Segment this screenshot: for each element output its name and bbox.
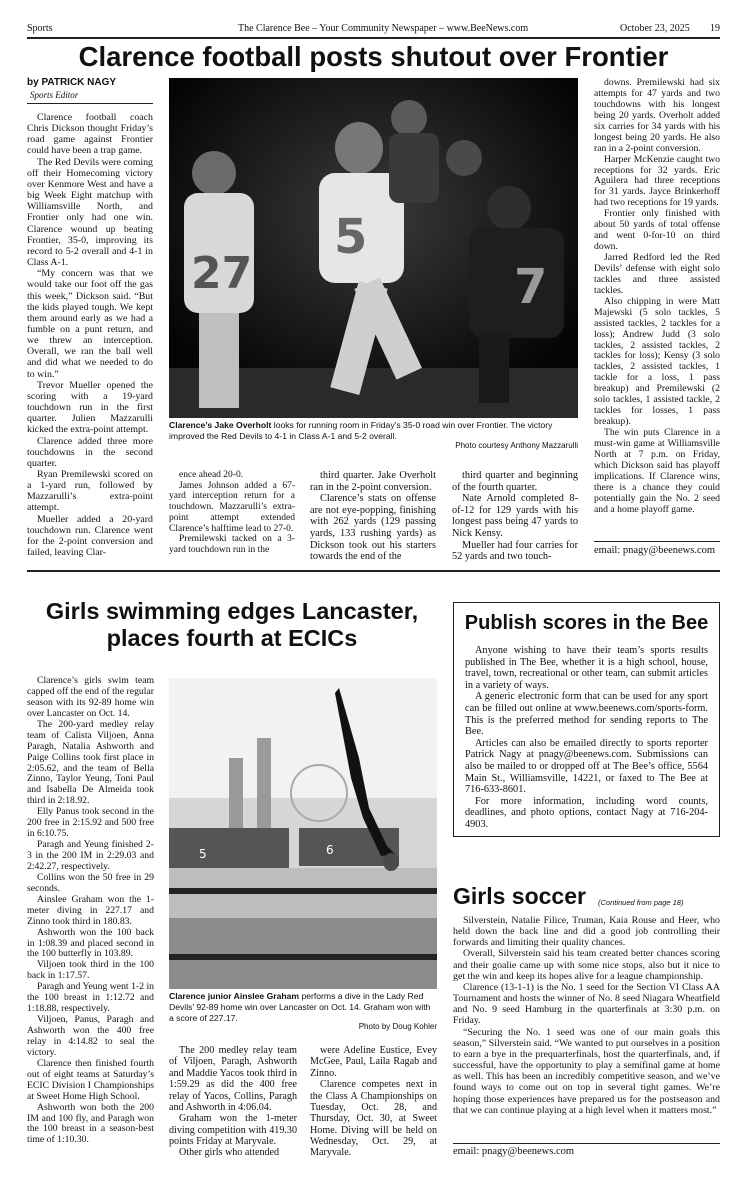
- soccer-email-rule: [453, 1143, 720, 1144]
- masthead: The Clarence Bee – Your Community Newspaper – www.BeeNews.com: [238, 23, 529, 34]
- publish-scores-box: [453, 602, 720, 837]
- paragraph: Paragh and Yeung finished 2-3 in the 200 IM in 2:29.03 and 2:42.27, respectively.: [27, 839, 154, 872]
- football-column-3: [310, 470, 436, 563]
- diver-pool-image: [169, 678, 437, 989]
- paragraph: Clarence then finished fourth out of eight teams at Saturday’s ECIC Division I Championships at Sweet Home High School.: [27, 1057, 154, 1102]
- paragraph: Clarence (13-1-1) is the No. 1 seed for the Section VI Class AA Tournament and hosts the winner of No. 8 seed Niagara Wheatfield and No. 9 seed Hamburg in the quarterfinals at 3:30 p.m. on Friday.: [453, 981, 720, 1027]
- paragraph: Mueller added a 20-yard touchdown run. Clarence went for the 2-point conversion and failed, leaving Clar-: [27, 513, 153, 559]
- football-column-1: [27, 112, 153, 558]
- paragraph: Mueller had four carries for 52 yards and two touch-: [452, 539, 578, 563]
- paragraph: Ashworth won the 100 back in 1:08.39 and placed second in the 100 butterfly in 103.89.: [27, 926, 154, 960]
- issue-date: October 23, 2025: [620, 23, 690, 34]
- paragraph: “My concern was that we would take our foot off the gas this week,” Dickson said. “But the kids played tough. We kept them around early as we had a fumble on a punt return, and we threw an interception. Overall, we ran the ball well and did what we needed to do to win.”: [27, 268, 153, 380]
- paragraph: Clarence competes next in the Class A Championships on Tuesday, Oct. 28, and Thursday, Oct. 30, at Sweet Home. Diving will be held on Wednesday, Oct. 29, at Maryvale.: [310, 1079, 437, 1159]
- svg-text:6: 6: [326, 843, 334, 857]
- paragraph: Ainslee Graham won the 1-meter diving in 227.17 and Zinno took third in 180.83.: [27, 893, 154, 927]
- paragraph: were Adeline Eustice, Evey McGee, Paul, Laila Ragab and Zinno.: [310, 1045, 437, 1079]
- paragraph: Collins won the 50 free in 29 seconds.: [27, 871, 154, 894]
- caption-name: Clarence’s Jake Overholt: [169, 420, 272, 430]
- swimming-column-1: [27, 676, 154, 1146]
- svg-text:7: 7: [514, 259, 548, 315]
- swimming-headline-line2: places fourth at ECICs: [106, 625, 358, 651]
- paragraph: Silverstein, Natalie Filice, Truman, Kaia Rouse and Heer, who held down the back line and did a good job controlling their forwards and limiting their quality chances.: [453, 915, 720, 949]
- swim-caption-name: Clarence junior Ainslee Graham: [169, 991, 300, 1001]
- paragraph: The 200-yard medley relay team of Calista Viljoen, Anna Paragh, Natalia Ashworth and Paige Collins took first place in 2:05.62, and the team of Bella Zinno, Taylor Yeung, Toni Paul and Isabella De Almeida took third in 2:18.92.: [27, 718, 154, 807]
- paragraph: James Johnson added a 67-yard interception return for a touchdown. Mazzarulli’s extra-point attempt extended Clarence’s halftime lead to 27-0.: [169, 480, 295, 534]
- paragraph: Elly Panus took second in the 200 free in 2:15.92 and 500 free in 6:10.75.: [27, 806, 154, 840]
- paragraph: The 200 medley relay team of Viljoen, Paragh, Ashworth and Maddie Yacos took third in 1:59.29 as did the 400 free relay of Yacos, Collins, Paragh and Ashworth in 4:06.04.: [169, 1045, 297, 1113]
- paragraph: Nate Arnold completed 8-of-12 for 129 yards with his longest pass being 47 yards to Nick Kensy.: [452, 493, 578, 539]
- paragraph: Ryan Premilewski scored on a 1-yard run, followed by Mazzarulli’s extra-point attempt.: [27, 469, 153, 514]
- paragraph: downs. Premilewski had six attempts for 47 yards and two touchdowns with his longest being 20 yards. Overholt added six carries for 34 yards with his longest being 20 yards. He also ran in a 2-point conversion.: [594, 77, 720, 154]
- paragraph: Jarred Redford led the Red Devils’ defense with eight solo tackles and three assisted tackles.: [594, 252, 720, 296]
- paragraph: ence ahead 20-0.: [179, 470, 244, 480]
- football-column-2: [169, 470, 295, 556]
- soccer-email: email: pnagy@beenews.com: [453, 1146, 575, 1157]
- paragraph: Frontier only finished with about 50 yards of total offense and went 0-for-10 on third down.: [594, 208, 720, 253]
- continued-note: (Continued from page 18): [598, 898, 684, 907]
- publish-body: [465, 645, 708, 831]
- paragraph: Other girls who attended: [179, 1147, 280, 1159]
- swim-caption-text: performs a dive in the Lady Red Devils’ 92-89 home win over Lancaster on Oct. 14. Graham won with a score of 227.17.: [169, 991, 431, 1023]
- swimming-headline-line1: Girls swimming edges Lancaster,: [45, 598, 419, 624]
- caption-text: looks for running room in Friday’s 35-0 road win over Frontier. The victory improved the Red Devils to 4-1 in Class A-1 and 5-2 overall.: [169, 420, 553, 441]
- publish-title: Publish scores in the Bee: [464, 612, 709, 634]
- paragraph: Clarence football coach Chris Dickson thought Friday’s road game against Frontier could have been a trap game.: [27, 112, 153, 157]
- paragraph: Also chipping in were Matt Majewski (5 solo tackles, 5 assisted tackles, 2 tackles for a loss); Andrew Judd (3 solo tackles, 2 assisted tackles, 2 tackles for loss); Kensy (3 solo tackles, 2 assisted tackles, 1 tackle for a loss, 1 pass breakup) and Premilewski (2 solo tackles, 1 assisted tackle, 2 tackles for losses, 1 pass breakup).: [594, 295, 720, 428]
- paragraph: “Securing the No. 1 seed was one of our main goals this season,” Silverstein said. “We wanted to put ourselves in a position to earn a bye in the prequarterfinals, host the quarterfinals, and, if successful, have the opportunity to play a semifinal game at home as well. This has been an incredibly competitive season, and we’ve found ways to come out on top in several tight games. We’re hoping those experiences have prepared us for the postseason and that we can continue playing at a high level when it matters most.”: [453, 1026, 720, 1116]
- paragraph: Viljoen took third in the 100 back in 1:17.57.: [27, 959, 154, 982]
- email-rule: [594, 541, 720, 542]
- soccer-headline: Girls soccer: [453, 883, 586, 909]
- page-number: 19: [710, 23, 720, 34]
- swimming-headline: [27, 598, 437, 652]
- paragraph: Clarence’s girls swim team capped off the end of the regular season with its 92-89 home win over Lancaster on Oct. 14.: [27, 675, 154, 719]
- football-photo-caption: [169, 420, 578, 442]
- soccer-body: [453, 915, 720, 1116]
- paragraph: Clarence’s stats on offense are not eye-popping, finishing with 262 yards (129 passing yards, 133 rushing yards) as Dickson took out his starters towards the end of the: [310, 493, 436, 563]
- svg-text:5: 5: [199, 847, 207, 861]
- paragraph: Graham won the 1-meter diving competition with 419.30 points Friday at Maryvale.: [169, 1113, 297, 1147]
- football-column-4: [452, 470, 578, 563]
- section-label: Sports: [27, 23, 53, 34]
- football-email: email: pnagy@beenews.com: [594, 545, 716, 556]
- swimming-photo-credit: Photo by Doug Kohler: [358, 1022, 437, 1031]
- paragraph: Harper McKenzie caught two receptions for 32 yards. Eric Aguilera had three receptions for 31 yards. Jayce Brinkerhoff had two receptions for 19 yards.: [594, 153, 720, 209]
- paragraph: Articles can also be emailed directly to sports reporter Patrick Nagy at pnagy@beenews.com. Submissions can also be mailed to or dropped off at The Bee’s office, 5564 Main St., Williamsville, 14221, or faxed to The Bee at 716-633-8601.: [465, 737, 708, 796]
- paragraph: For more information, including word counts, deadlines, and photo options, contact Nagy at 716-204-4903.: [465, 795, 708, 830]
- football-byline: by PATRICK NAGY: [27, 77, 117, 88]
- paragraph: third quarter and beginning of the fourth quarter.: [452, 470, 578, 493]
- paragraph: The Red Devils were coming off their Homecoming victory over Kenmore West and have a big Week Eight matchup with Williamsville North, and Frontier only had one win. Clarence wound up beating Frontier, 35-0, improving its record to 5-2 overall and 4-1 in Class A-1.: [27, 156, 153, 269]
- paragraph: Viljoen, Panus, Paragh and Ashworth won the 400 free relay in 4:14.82 to seal the victory.: [27, 1014, 154, 1058]
- swimming-column-3: [310, 1045, 437, 1159]
- football-byline-title: Sports Editor: [30, 90, 79, 100]
- svg-text:27: 27: [191, 248, 253, 299]
- paragraph: Clarence added three more touchdowns in the second quarter.: [27, 435, 153, 469]
- paragraph: Ashworth won both the 200 IM and 100 fly, and Paragh won the 100 breast in a season-best time of 1:10.30.: [27, 1101, 154, 1146]
- byline-rule: [27, 103, 153, 104]
- swimming-column-2: [169, 1045, 297, 1159]
- football-headline: Clarence football posts shutout over Frontier: [78, 41, 669, 72]
- football-players-image: [169, 78, 578, 418]
- football-photo: [169, 78, 578, 418]
- paragraph: third quarter. Jake Overholt ran in the 2-point conversion.: [310, 470, 436, 493]
- paragraph: Premilewski tacked on a 3-yard touchdown run in the: [169, 534, 295, 556]
- paragraph: The win puts Clarence in a must-win game at Williamsville North at 7 p.m. on Friday, which Dickson said has playoff implications. If Clarence wins, there is a chance they could potentially gain the No. 2 seed and a home playoff game.: [594, 427, 720, 515]
- paragraph: Paragh and Yeung went 1-2 in the 100 breast in 1:12.72 and 1:18.88, respectively.: [27, 981, 154, 1015]
- football-photo-credit: Photo courtesy Anthony Mazzarulli: [455, 441, 578, 450]
- swimming-photo: [169, 678, 437, 989]
- svg-text:5: 5: [334, 209, 368, 265]
- section-divider: [27, 570, 720, 572]
- paragraph: A generic electronic form that can be used for any sport can be filled out online at www.beenews.com/sports-form. This is the preferred method for sending reports to The Bee.: [465, 691, 708, 738]
- paragraph: Trevor Mueller opened the scoring with a 19-yard touchdown run in the first quarter. Julien Mazzarulli kicked the extra-point attempt.: [27, 379, 153, 436]
- paragraph: Anyone wishing to have their team’s sports results published in The Bee, whether it is a high school, house, travel, town, recreational or other team, can submit articles in a variety of ways.: [465, 645, 708, 691]
- swimming-photo-caption: [169, 991, 437, 1024]
- football-column-5: [594, 78, 720, 516]
- paragraph: Overall, Silverstein said his team created better chances scoring and their goalie came up with some nice stops, also but it nice to get the win and keep its hopes alive for a league championship.: [453, 948, 720, 982]
- header-rule: [27, 37, 720, 39]
